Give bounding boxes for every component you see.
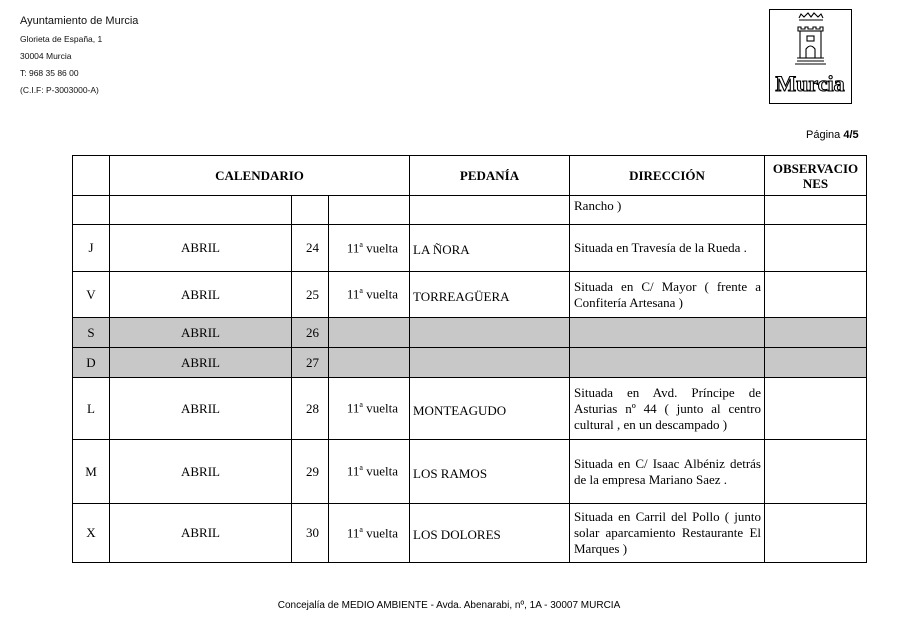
month-cell: ABRIL	[110, 440, 292, 504]
table-row	[73, 272, 867, 318]
calendar-table	[72, 155, 867, 563]
observaciones-cell	[765, 504, 867, 563]
pedania-cell: LA ÑORA	[410, 225, 570, 272]
direccion-cell: Situada en C/ Isaac Albéniz detrás de la empresa Mariano Saez .	[570, 440, 765, 504]
direccion-cell: Situada en Travesía de la Rueda .	[570, 225, 765, 272]
table-row	[73, 504, 867, 563]
vuelta-cell: 11$^a$ vuelta	[329, 225, 410, 272]
day-cell: M	[73, 440, 110, 504]
day-cell: V	[73, 272, 110, 318]
page-value: 4/5	[843, 129, 859, 141]
logo-text: Murcia	[775, 71, 845, 96]
vuelta-cell: 11$^a$ vuelta	[329, 378, 410, 440]
org-postal: 30004 Murcia	[20, 51, 72, 61]
murcia-logo	[769, 9, 852, 104]
month-cell: ABRIL	[110, 272, 292, 318]
date-cell: 26	[292, 318, 329, 348]
observaciones-cell	[765, 440, 867, 504]
month-cell: ABRIL	[110, 348, 292, 378]
observaciones-cell	[765, 378, 867, 440]
day-cell: J	[73, 225, 110, 272]
date-cell: 29	[292, 440, 329, 504]
continuation-direccion: Rancho )	[570, 196, 765, 225]
org-cif: (C.I.F: P-3003000-A)	[20, 85, 99, 95]
direccion-cell: Situada en C/ Mayor ( frente a Confitería Artesana )	[570, 272, 765, 318]
day-cell: X	[73, 504, 110, 563]
date-cell: 24	[292, 225, 329, 272]
table-row	[73, 440, 867, 504]
month-cell: ABRIL	[110, 318, 292, 348]
page-label: Página	[806, 129, 841, 141]
table-header-row	[73, 156, 867, 196]
month-cell: ABRIL	[110, 378, 292, 440]
date-cell: 30	[292, 504, 329, 563]
castle-crown-icon	[770, 10, 851, 103]
pedania-cell: LOS RAMOS	[410, 440, 570, 504]
month-cell: ABRIL	[110, 225, 292, 272]
table-row	[73, 378, 867, 440]
vuelta-cell: 11$^a$ vuelta	[329, 272, 410, 318]
day-cell: L	[73, 378, 110, 440]
continuation-row	[73, 196, 867, 225]
header-observaciones: OBSERVACIO NES	[765, 156, 867, 196]
direccion-cell: Situada en Avd. Príncipe de Asturias nº 44 ( junto al centro cultural , en un descampado )	[570, 378, 765, 440]
header-calendario: CALENDARIO	[110, 156, 410, 196]
org-name: Ayuntamiento de Murcia	[20, 15, 139, 27]
table-row	[73, 225, 867, 272]
page-number	[806, 129, 859, 141]
pedania-cell: LOS DOLORES	[410, 504, 570, 563]
observaciones-cell	[765, 225, 867, 272]
table-row-weekend	[73, 348, 867, 378]
pedania-cell: TORREAGÜERA	[410, 272, 570, 318]
header-address	[20, 14, 138, 99]
header-empty	[73, 156, 110, 196]
date-cell: 28	[292, 378, 329, 440]
table-row-weekend	[73, 318, 867, 348]
footer: Concejalía de MEDIO AMBIENTE - Avda. Abenarabi, nº, 1A - 30007 MURCIA	[277, 600, 621, 611]
org-address: Glorieta de España, 1	[20, 34, 103, 44]
vuelta-cell: 11$^a$ vuelta	[329, 504, 410, 563]
pedania-cell: MONTEAGUDO	[410, 378, 570, 440]
day-cell: S	[73, 318, 110, 348]
org-phone: T: 968 35 86 00	[20, 68, 79, 78]
month-cell: ABRIL	[110, 504, 292, 563]
date-cell: 27	[292, 348, 329, 378]
header-pedania: PEDANÍA	[410, 156, 570, 196]
observaciones-cell	[765, 272, 867, 318]
direccion-cell: Situada en Carril del Pollo ( junto solar aparcamiento Restaurante El Marques )	[570, 504, 765, 563]
vuelta-cell: 11$^a$ vuelta	[329, 440, 410, 504]
header-direccion: DIRECCIÓN	[570, 156, 765, 196]
day-cell: D	[73, 348, 110, 378]
date-cell: 25	[292, 272, 329, 318]
